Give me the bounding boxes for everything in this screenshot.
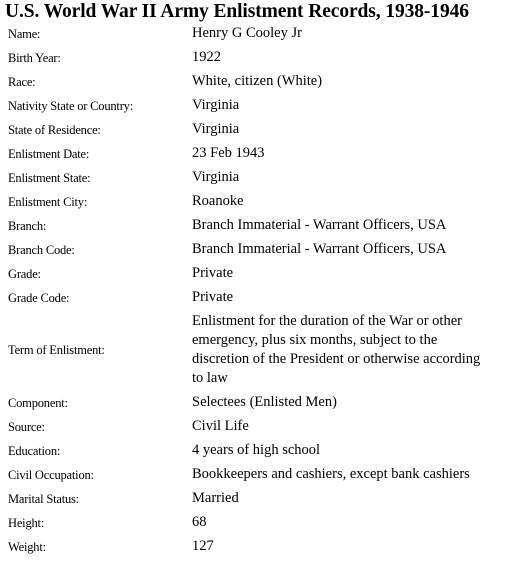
field-label-enlistment-state: Enlistment State: <box>8 171 91 185</box>
field-label-term-of-enlistment: Term of Enlistment: <box>8 343 105 357</box>
field-row-residence <box>0 118 514 142</box>
field-label-education: Education: <box>8 444 61 458</box>
field-row-birth-year <box>0 46 514 70</box>
field-label-marital-status: Marital Status: <box>8 492 79 506</box>
field-value-marital-status: Married <box>192 490 239 506</box>
field-value-nativity: Virginia <box>192 97 240 113</box>
field-row-weight <box>0 535 514 559</box>
field-row-marital-status <box>0 487 514 511</box>
field-value-term-of-enlistment: Enlistment for the duration of the War or other emergency, plus six months, subject to the discretion of the President or otherwise according to law <box>192 313 481 386</box>
field-value-branch: Branch Immaterial - Warrant Officers, USA <box>192 217 447 233</box>
field-label-name: Name: <box>8 27 41 41</box>
field-row-grade-code <box>0 286 514 310</box>
field-value-race: White, citizen (White) <box>192 73 323 89</box>
field-value-height: 68 <box>192 514 207 530</box>
field-row-branch-code <box>0 238 514 262</box>
field-label-weight: Weight: <box>8 540 46 554</box>
field-row-enlistment-city <box>0 190 514 214</box>
field-row-nativity <box>0 94 514 118</box>
field-row-source <box>0 415 514 439</box>
field-label-branch-code: Branch Code: <box>8 243 75 257</box>
field-value-source: Civil Life <box>192 418 249 434</box>
field-label-enlistment-city: Enlistment City: <box>8 195 88 209</box>
field-label-birth-year: Birth Year: <box>8 51 61 65</box>
field-row-education <box>0 439 514 463</box>
field-label-source: Source: <box>8 420 45 434</box>
field-label-residence: State of Residence: <box>8 123 101 137</box>
field-row-grade <box>0 262 514 286</box>
field-value-weight: 127 <box>192 538 214 554</box>
field-value-component: Selectees (Enlisted Men) <box>192 394 337 410</box>
field-value-name: Henry G Cooley Jr <box>192 25 302 41</box>
field-value-enlistment-city: Roanoke <box>192 193 244 209</box>
field-value-enlistment-state: Virginia <box>192 169 240 185</box>
field-label-grade: Grade: <box>8 267 41 281</box>
field-value-civil-occupation: Bookkeepers and cashiers, except bank cashiers <box>192 466 470 482</box>
field-value-residence: Virginia <box>192 121 240 137</box>
field-row-civil-occupation <box>0 463 514 487</box>
field-row-name <box>0 22 514 46</box>
field-value-enlistment-date: 23 Feb 1943 <box>192 145 265 161</box>
field-row-enlistment-date <box>0 142 514 166</box>
field-value-grade-code: Private <box>192 289 234 305</box>
field-value-education: 4 years of high school <box>192 442 321 458</box>
field-label-enlistment-date: Enlistment Date: <box>8 147 90 161</box>
field-value-branch-code: Branch Immaterial - Warrant Officers, USA <box>192 241 447 257</box>
field-label-component: Component: <box>8 396 68 410</box>
field-label-grade-code: Grade Code: <box>8 291 70 305</box>
field-label-race: Race: <box>8 75 36 89</box>
field-row-branch <box>0 214 514 238</box>
field-value-birth-year: 1922 <box>192 49 221 65</box>
field-row-height <box>0 511 514 535</box>
field-label-civil-occupation: Civil Occupation: <box>8 468 94 482</box>
field-label-height: Height: <box>8 516 45 530</box>
record-details <box>0 22 514 559</box>
field-value-grade: Private <box>192 265 234 281</box>
page-title: U.S. World War II Army Enlistment Records, 1938-1946 <box>5 1 469 22</box>
field-label-branch: Branch: <box>8 219 47 233</box>
field-row-enlistment-state <box>0 166 514 190</box>
field-row-component <box>0 391 514 415</box>
field-row-term-of-enlistment <box>0 310 514 391</box>
field-label-nativity: Nativity State or Country: <box>8 99 133 113</box>
field-row-race <box>0 70 514 94</box>
